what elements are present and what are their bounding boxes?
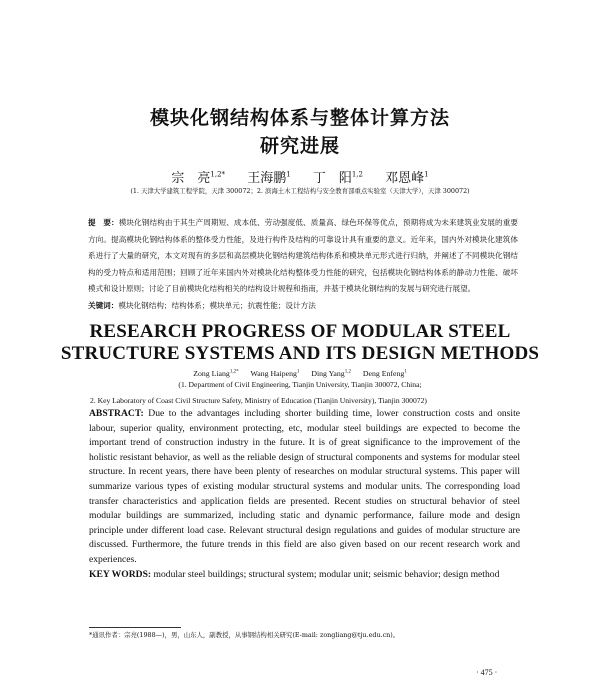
footnote-divider <box>89 627 181 628</box>
english-keywords-label: KEY WORDS: <box>89 568 152 580</box>
english-author-list <box>0 369 600 378</box>
chinese-author: 邓恩峰$^1$ <box>385 170 429 186</box>
chinese-title-line-1: 模块化钢结构体系与整体计算方法 <box>149 107 450 129</box>
english-author: Wang Haipeng$^1$ <box>250 369 300 378</box>
english-abstract-text: Due to the advantages including shorter building time, lower construction costs and onsite labour, superior quality, environment protecting, etc, modular steel buildings are expected to become the important trend of construction industry in the future. It is of great significance to the improvement of the holistic resistant behavior, as well as the reliable design of structural components and systems for modular steel structure. In recent years, there have been plenty of researches on modular structural systems. This paper will summarize various types of existing modular structural systems and modular units. The corresponding load transfer characteristics and application fields are presented. Recent studies on structural behavior of steel modular buildings are summarized, including static and dynamic performance, failure mode and design principle under different load case. Relevant structural design regulations and guides of modular structure are discussed. Furthermore, the future trends in this field are also given based on our recent research work and experiences. <box>89 408 520 565</box>
chinese-title-line-2: 研究进展 <box>259 135 340 157</box>
chinese-author: 宗 亮$^{1,2*}$ <box>171 170 226 186</box>
chinese-author: 丁 阳$^{1,2}$ <box>312 170 363 186</box>
chinese-abstract-text: 模块化钢结构由于其生产周期短、成本低、劳动强度低、质量高、绿色环保等优点，预期将成为未来建筑业发展的重要方向。提高模块化钢结构体系的整体受力性能，及进行构件及结构的可靠设计具有重要的意义。近年来，国内外对模块化建筑体系进行了大量的研究，本文对现有的多层和高层模块化钢结构建筑结构体系和模块单元形式进行归纳，并阐述了不同模块化钢结构的受力特点和适用范围；回顾了近年来国内外对模块化结构整体受力性能的研究，包括模块化钢结构体系的静动力性能、破坏模式和设计原则；讨论了目前模块化结构相关的结构设计规程和指南，并基于模块化钢结构的发展与研究进行展望。 <box>88 218 519 293</box>
chinese-keywords-label: 关键词： <box>88 300 119 310</box>
english-keywords-text: modular steel buildings; structural system; modular unit; seismic behavior; design method <box>153 568 500 580</box>
english-abstract-label: ABSTRACT: <box>89 408 144 419</box>
chinese-keywords-text: 模块化钢结构；结构体系；模块单元；抗震性能；设计方法 <box>118 300 316 310</box>
chinese-abstract <box>88 215 518 314</box>
chinese-affiliations: (1. 天津大学建筑工程学院，天津 300072；2. 滨海土木工程结构与安全教育部重点实验室（天津大学），天津 300072) <box>130 187 470 195</box>
chinese-author-list <box>0 167 600 186</box>
english-affiliation-1: (1. Department of Civil Engineering, Tianjin University, Tianjin 300072, China; <box>178 380 422 389</box>
page-number: · 475 · <box>476 668 498 677</box>
english-author: Ding Yang$^{1,2}$ <box>311 369 351 378</box>
english-affiliation-2: 2. Key Laboratory of Coast Civil Structure Safety, Ministry of Education (Tianjin University), Tianjin 300072) <box>90 396 427 405</box>
chinese-abstract-label: 提 要： <box>88 218 119 227</box>
english-abstract <box>89 407 520 582</box>
english-title-line-1: RESEARCH PROGRESS OF MODULAR STEEL <box>89 321 511 342</box>
english-author: Deng Enfeng$^1$ <box>362 369 407 378</box>
chinese-author: 王海鹏$^1$ <box>247 170 291 186</box>
english-title-line-2: STRUCTURE SYSTEMS AND ITS DESIGN METHODS <box>60 343 540 364</box>
corresponding-author-footnote: *通讯作者：宗亮(1988—)，男，山东人，副教授，从事钢结构相关研究(E-mail: zongliang@tju.edu.cn)。 <box>89 631 400 639</box>
english-author: Zong Liang$^{1,2*}$ <box>193 369 239 378</box>
